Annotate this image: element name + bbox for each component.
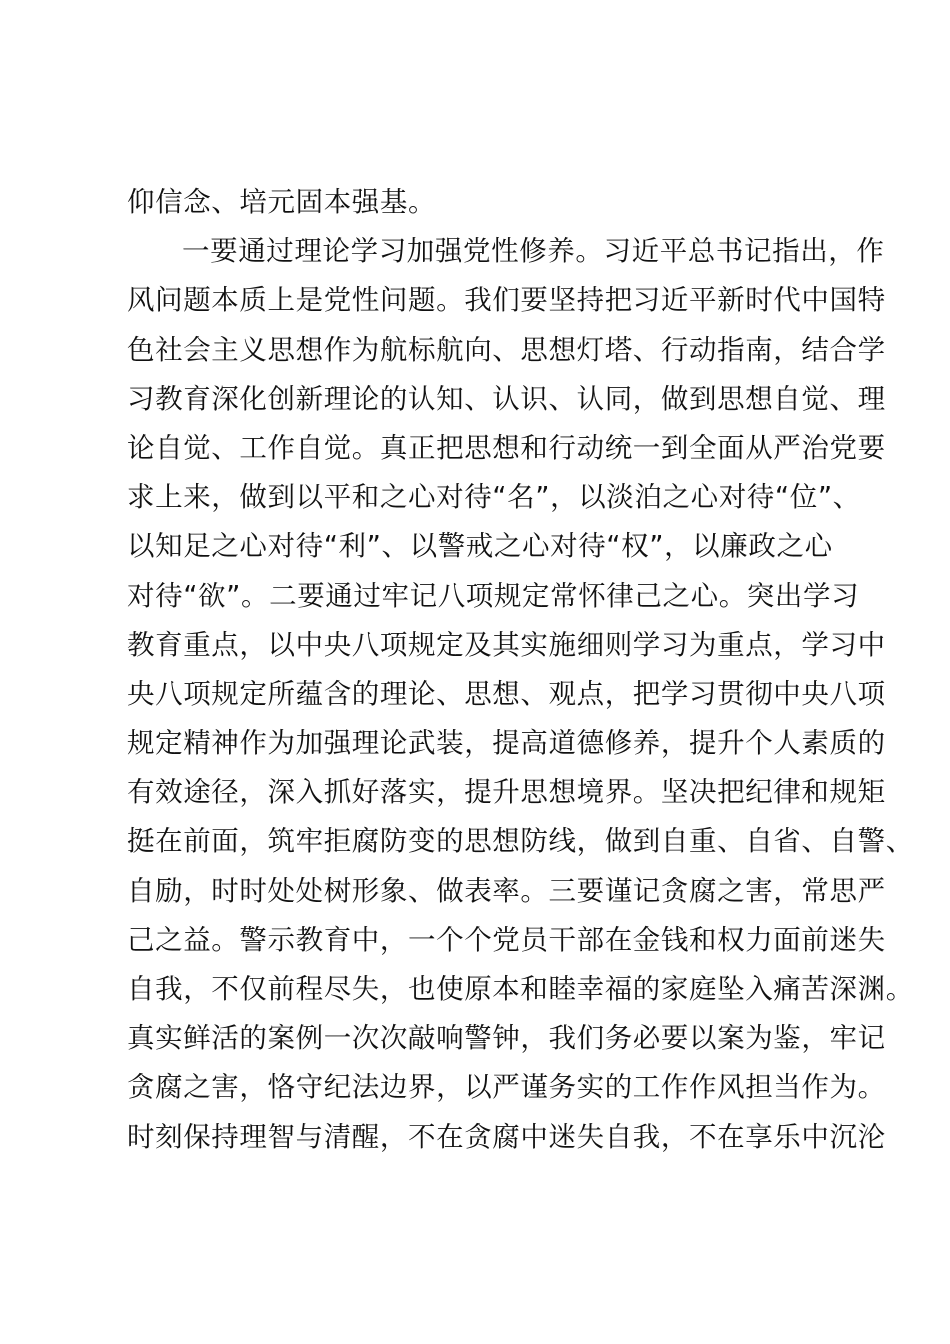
- text-line: 教育重点，以中央八项规定及其实施细则学习为重点，学习中: [127, 628, 886, 661]
- text-line: 色社会主义思想作为航标航向、思想灯塔、行动指南，结合学: [127, 333, 886, 366]
- body-text: [127, 178, 914, 1162]
- text-line: 对待“欲”。二要通过牢记八项规定常怀律己之心。突出学习: [127, 579, 860, 612]
- text-line: 挺在前面，筑牢拒腐防变的思想防线，做到自重、自省、自警、: [127, 825, 914, 858]
- text-line: 以知足之心对待“利”、以警戒之心对待“权”，以廉政之心: [127, 530, 833, 563]
- text-line: 真实鲜活的案例一次次敲响警钟，我们务必要以案为鉴，牢记: [127, 1022, 886, 1055]
- text-line: 仰信念、培元固本强基。: [127, 186, 437, 218]
- text-line: 规定精神作为加强理论武装，提高道德修养，提升个人素质的: [127, 727, 886, 760]
- text-line: 时刻保持理智与清醒，不在贪腐中迷失自我，不在享乐中沉沦: [127, 1120, 886, 1153]
- text-line: 论自觉、工作自觉。真正把思想和行动统一到全面从严治党要: [127, 431, 886, 464]
- text-line: 自励，时时处处树形象、做表率。三要谨记贪腐之害，常思严: [127, 874, 886, 907]
- text-line: 求上来，做到以平和之心对待“名”，以淡泊之心对待“位”、: [127, 481, 861, 514]
- text-line: 有效途径，深入抓好落实，提升思想境界。坚决把纪律和规矩: [127, 776, 886, 809]
- text-line: 己之益。警示教育中，一个个党员干部在金钱和权力面前迷失: [127, 923, 886, 956]
- text-line: 风问题本质上是党性问题。我们要坚持把习近平新时代中国特: [127, 284, 886, 317]
- paragraph-start-line: 一要通过理论学习加强党性修养。习近平总书记指出，作: [182, 235, 885, 268]
- text-line: 习教育深化创新理论的认知、认识、认同，做到思想自觉、理: [127, 382, 886, 415]
- text-line: 贪腐之害，恪守纪法边界，以严谨务实的工作作风担当作为。: [127, 1071, 886, 1104]
- text-line: 央八项规定所蕴含的理论、思想、观点，把学习贯彻中央八项: [127, 677, 886, 710]
- text-line: 自我，不仅前程尽失，也使原本和睦幸福的家庭坠入痛苦深渊。: [127, 973, 914, 1005]
